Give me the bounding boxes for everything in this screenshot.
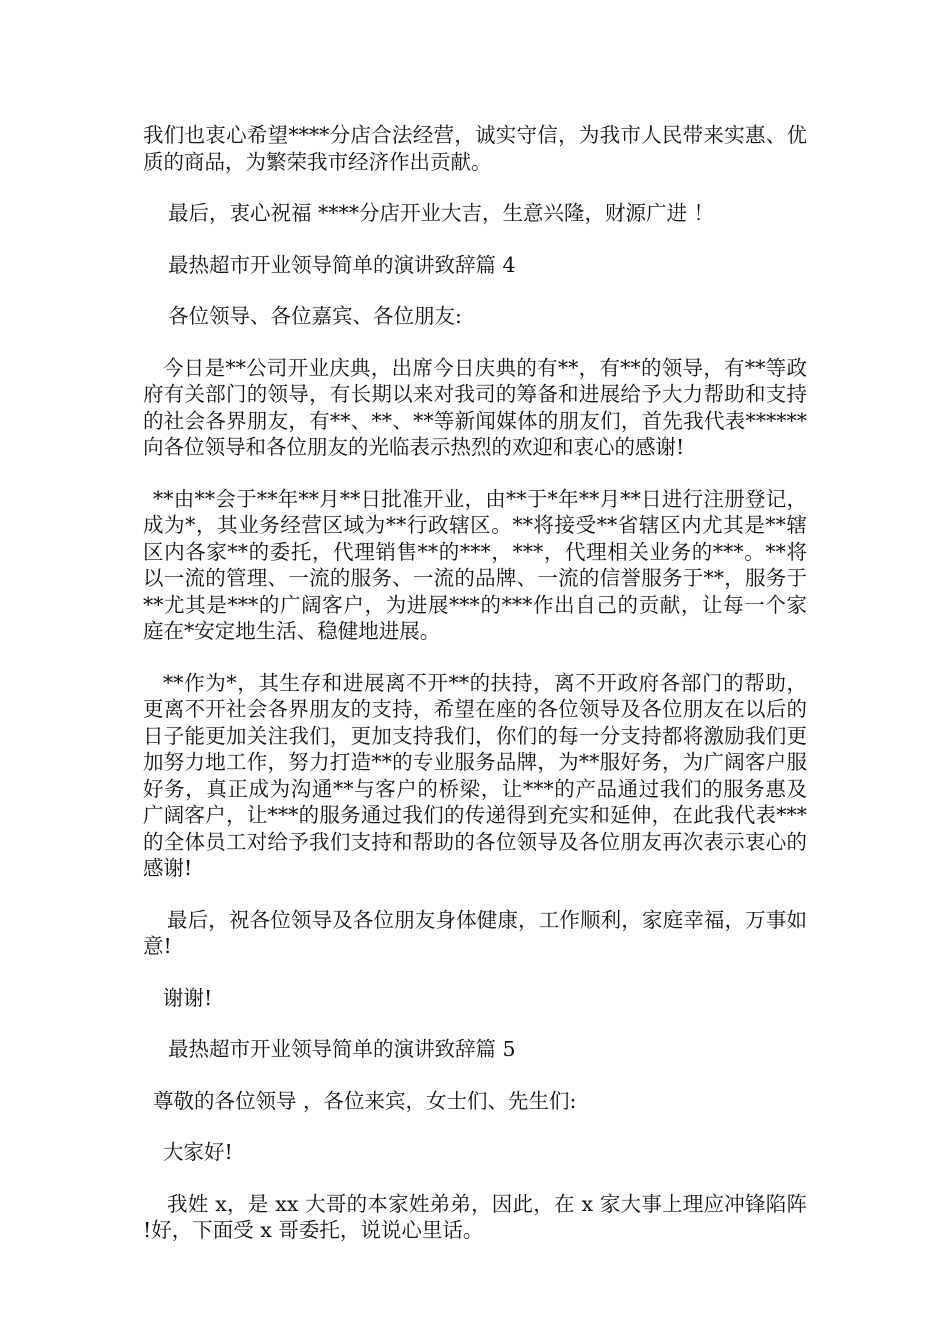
paragraph-salutation: 尊敬的各位领导 ，各位来宾，女士们、先生们: [153,1088,577,1113]
paragraph-closing-hope: 我们也衷心希望****分店合法经营，诚实守信，为我市人民带来实惠、优质的商品，为繁荣我市经济作出贡献。 [143,123,807,174]
section-heading-5: 最热超市开业领导简单的演讲致辞篇 5 [168,1037,516,1061]
paragraph-opening-ceremony: 今日是**公司开业庆典，出席今日庆典的有**，有**的领导，有**等政府有关部门的领导，有长期以来对我司的筹备和进展给予大力帮助和支持的社会各界朋友，有**、**、**等新闻媒体的朋友们，首先我代表******向各位领导和各位朋友的光临表示热烈的欢迎和衷心的感谢! [143,355,807,459]
paragraph-thank-you: 谢谢! [163,985,213,1010]
paragraph-company-intro: **由**会于**年**月**日批准开业，由**于*年**月**日进行注册登记，成为*，其业务经营区域为**行政辖区。**将接受**省辖区内尤其是**辖区内各家**的委托，代理销售**的***，***，代理相关业务的***。**将以一流的管理、一流的服务、一流的品牌、一流的信誉服务于**，服务于**尤其是***的广阔客户，为进展***的***作出自己的贡献，让每一个家庭在*安定地生活、稳健地进展。 [143,486,807,643]
paragraph-support-thanks: **作为*，其生存和进展离不开**的扶持，离不开政府各部门的帮助，更离不开社会各界朋友的支持，希望在座的各位领导及各位朋友在以后的日子能更加关注我们，更加支持我们，你们的每一分支持都将激励我们更加努力地工作，努力打造**的专业服务品牌，为**服好务，为广阔客户服好务，真正成为沟通**与客户的桥梁，让***的产品通过我们的服务惠及广阔客户，让***的服务通过我们的传递得到充实和延伸，在此我代表***的全体员工对给予我们支持和帮助的各位领导及各位朋友再次表示衷心的感谢! [143,670,807,880]
document-body [143,122,807,1269]
section-heading-4: 最热超市开业领导简单的演讲致辞篇 4 [168,252,516,277]
paragraph-closing-wish: 最后，衷心祝福 ****分店开业大吉，生意兴隆，财源广进 ！ [168,201,715,225]
paragraph-hello: 大家好! [163,1140,233,1164]
paragraph-greeting: 各位领导、各位嘉宾、各位朋友: [168,304,462,328]
paragraph-self-intro: 我姓 x，是 xx 大哥的本家姓弟弟，因此，在 x 家大事上理应冲锋陷阵!好，下面受 x 哥委托，说说心里话。 [143,1191,807,1242]
paragraph-final-wishes: 最后，祝各位领导及各位朋友身体健康，工作顺利，家庭幸福，万事如意! [143,907,807,958]
